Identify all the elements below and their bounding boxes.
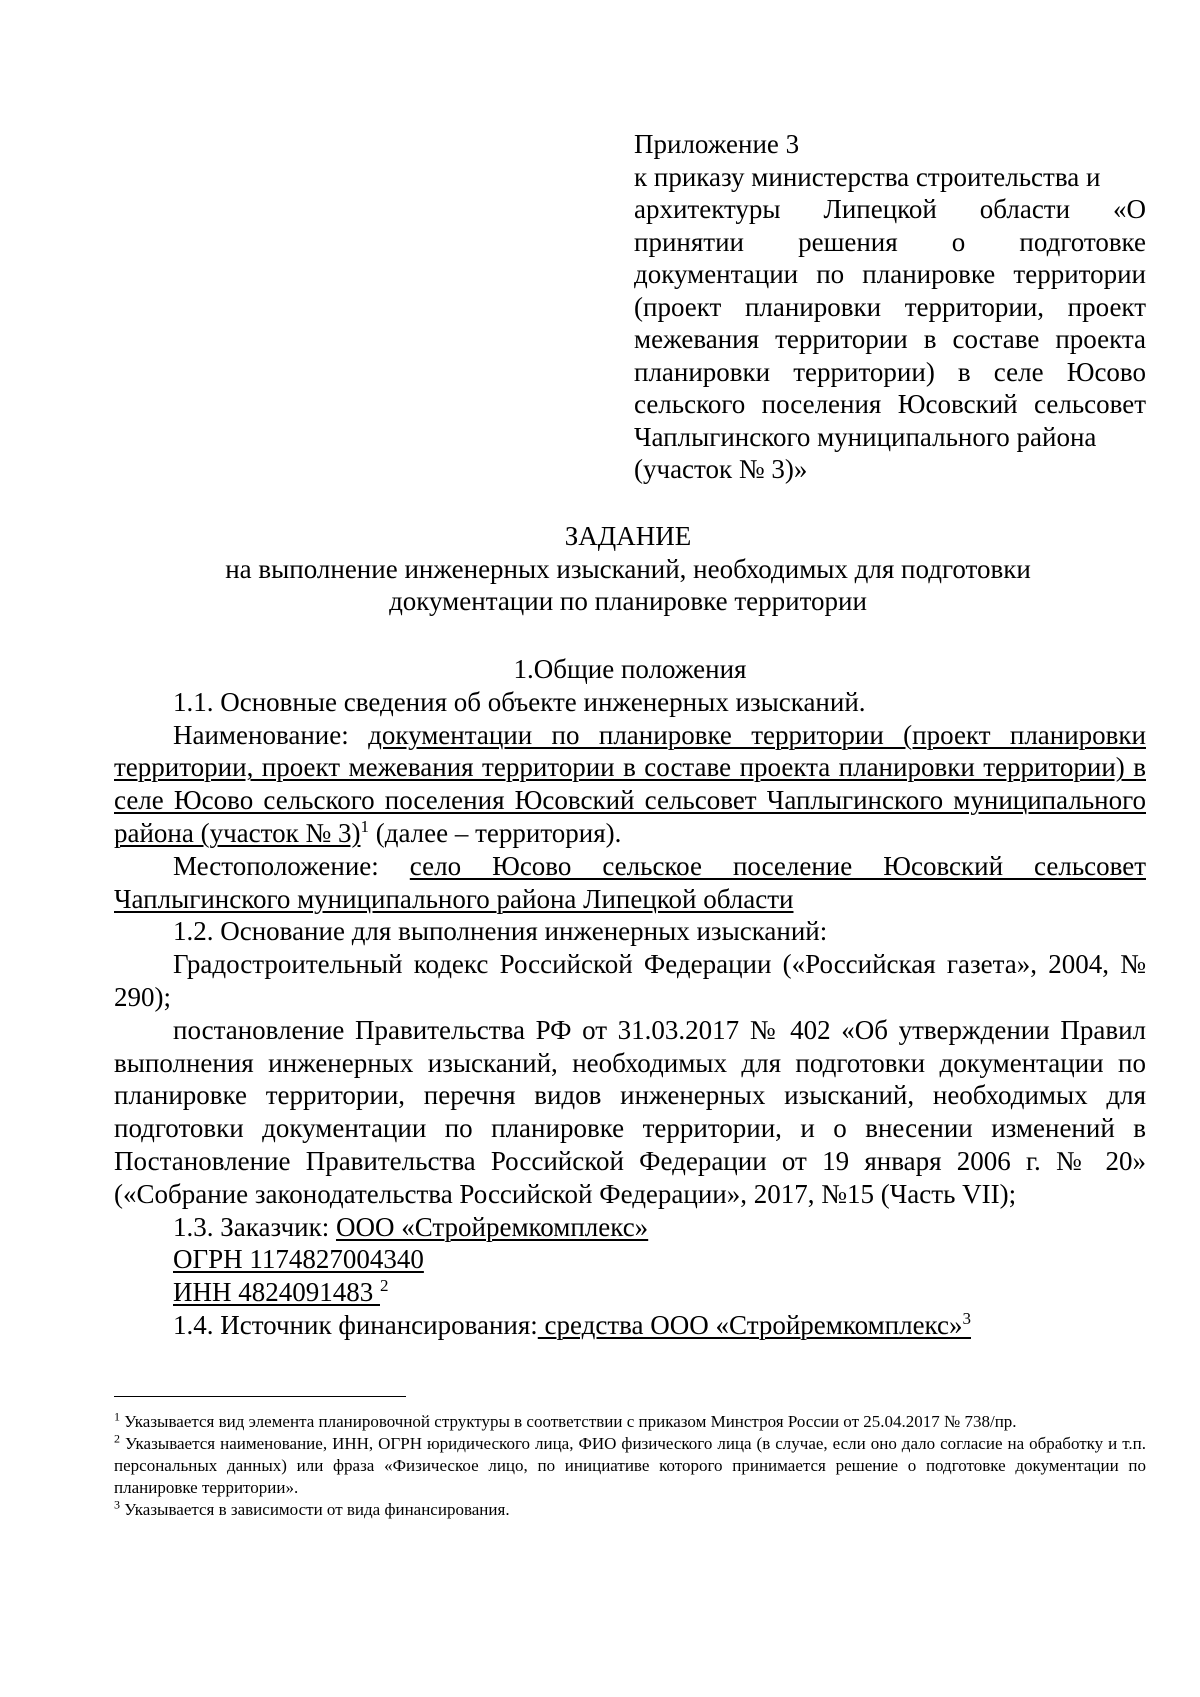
appendix-order-line: к приказу министерства строительства и [634,161,1101,192]
finance-value-text: средства ООО «Стройремкомплекс» [537,1309,963,1340]
footnote-ref-2: 2 [380,1276,389,1296]
location-label: Местоположение: [173,850,410,881]
customer-label: 1.3. Заказчик: [173,1211,336,1242]
customer-paragraph [114,1211,1146,1244]
title-subtitle-line-1: на выполнение инженерных изысканий, необходимых для подготовки [225,553,1031,584]
footnote-3 [114,1499,1146,1521]
footnote-separator [114,1396,406,1397]
title-heading: ЗАДАНИЕ [564,521,692,551]
location-value: село Юсово сельское поселение Юсовский сельсовет Чаплыгинского муниципального района Липецкой области [114,850,1146,914]
footnote-1-number: 1 [114,1409,120,1424]
clause-1-2: 1.2. Основание для выполнения инженерных изысканий: [173,916,828,947]
finance-paragraph [114,1309,1146,1342]
footnotes [114,1411,1146,1521]
footnote-1-text: Указывается вид элемента планировочной структуры в соответствии с приказом Минстроя России от 25.04.2017 № 738/пр. [120,1412,1017,1431]
appendix-order-title: архитектуры Липецкой области «О принятии решения о подготовке документации по планировке территории (проект планировки территории, проект межевания территории в составе проекта планировки территории) в селе Юсово сельского поселения Юсовский сельсовет Чаплыгинского муниципального района [634,194,1146,452]
footnote-2 [114,1433,1146,1499]
document-body [114,653,1146,1342]
footnote-ref-1: 1 [360,816,369,836]
object-name-value: документации по планировке территории (проект планировки территории, проект межевания территории в составе проекта планировки территории) в селе Юсово сельского поселения Юсовский сельсовет Чаплыгинского муниципального района (участок № 3) [114,719,1146,848]
title-subtitle-line-2: документации по планировке территории [389,586,867,616]
appendix-order-title-end: (участок № 3)» [634,454,808,484]
object-name-label: Наименование: [173,719,369,750]
footnote-3-number: 3 [114,1497,120,1512]
footnote-2-text: Указывается наименование, ИНН, ОГРН юридического лица, ФИО физического лица (в случае, если оно дало согласие на обработку и т.п. персональных данных) или фраза «Физическое лицо, по инициативе которого принимается решение о подготовке документации по планировке территории». [114,1434,1146,1497]
object-name-tail: (далее – территория). [368,817,622,848]
inn-value: ИНН 4824091483 [173,1277,380,1308]
inn-line [114,1276,1146,1309]
footnote-ref-3: 3 [962,1308,971,1328]
ogrn-line [114,1243,1146,1276]
location-paragraph [114,850,1146,916]
document-title [110,520,1146,618]
footnote-1 [114,1411,1146,1433]
basis-government-decree: постановление Правительства РФ от 31.03.2017 № 402 «Об утверждении Правил выполнения инженерных изысканий, необходимых для подготовки документации по планировке территории, перечня видов инженерных изысканий, необходимых для подготовки документации по планировке территории, и о внесении изменений в Постановление Правительства Российской Федерации от 19 января 2006 г. № 20» («Собрание законодательства Российской Федерации», 2017, №15 (Часть VII); [114,1014,1146,1209]
customer-value: ООО «Стройремкомплекс» [335,1211,649,1242]
finance-value [538,1310,971,1340]
clause-1-1: 1.1. Основные сведения об объекте инженерных изысканий. [173,686,866,717]
object-name-paragraph [114,719,1146,850]
basis-urban-code: Градостроительный кодекс Российской Федерации («Российская газета», 2004, № 290); [114,949,1146,1012]
appendix-header [634,128,1146,486]
footnote-2-number: 2 [114,1431,120,1446]
finance-label: 1.4. Источник финансирования: [173,1309,538,1340]
section-heading: 1.Общие положения [513,654,747,684]
ogrn-value: ОГРН 1174827004340 [173,1244,424,1275]
footnote-3-text: Указывается в зависимости от вида финансирования. [120,1500,510,1519]
appendix-number: Приложение 3 [634,129,800,159]
